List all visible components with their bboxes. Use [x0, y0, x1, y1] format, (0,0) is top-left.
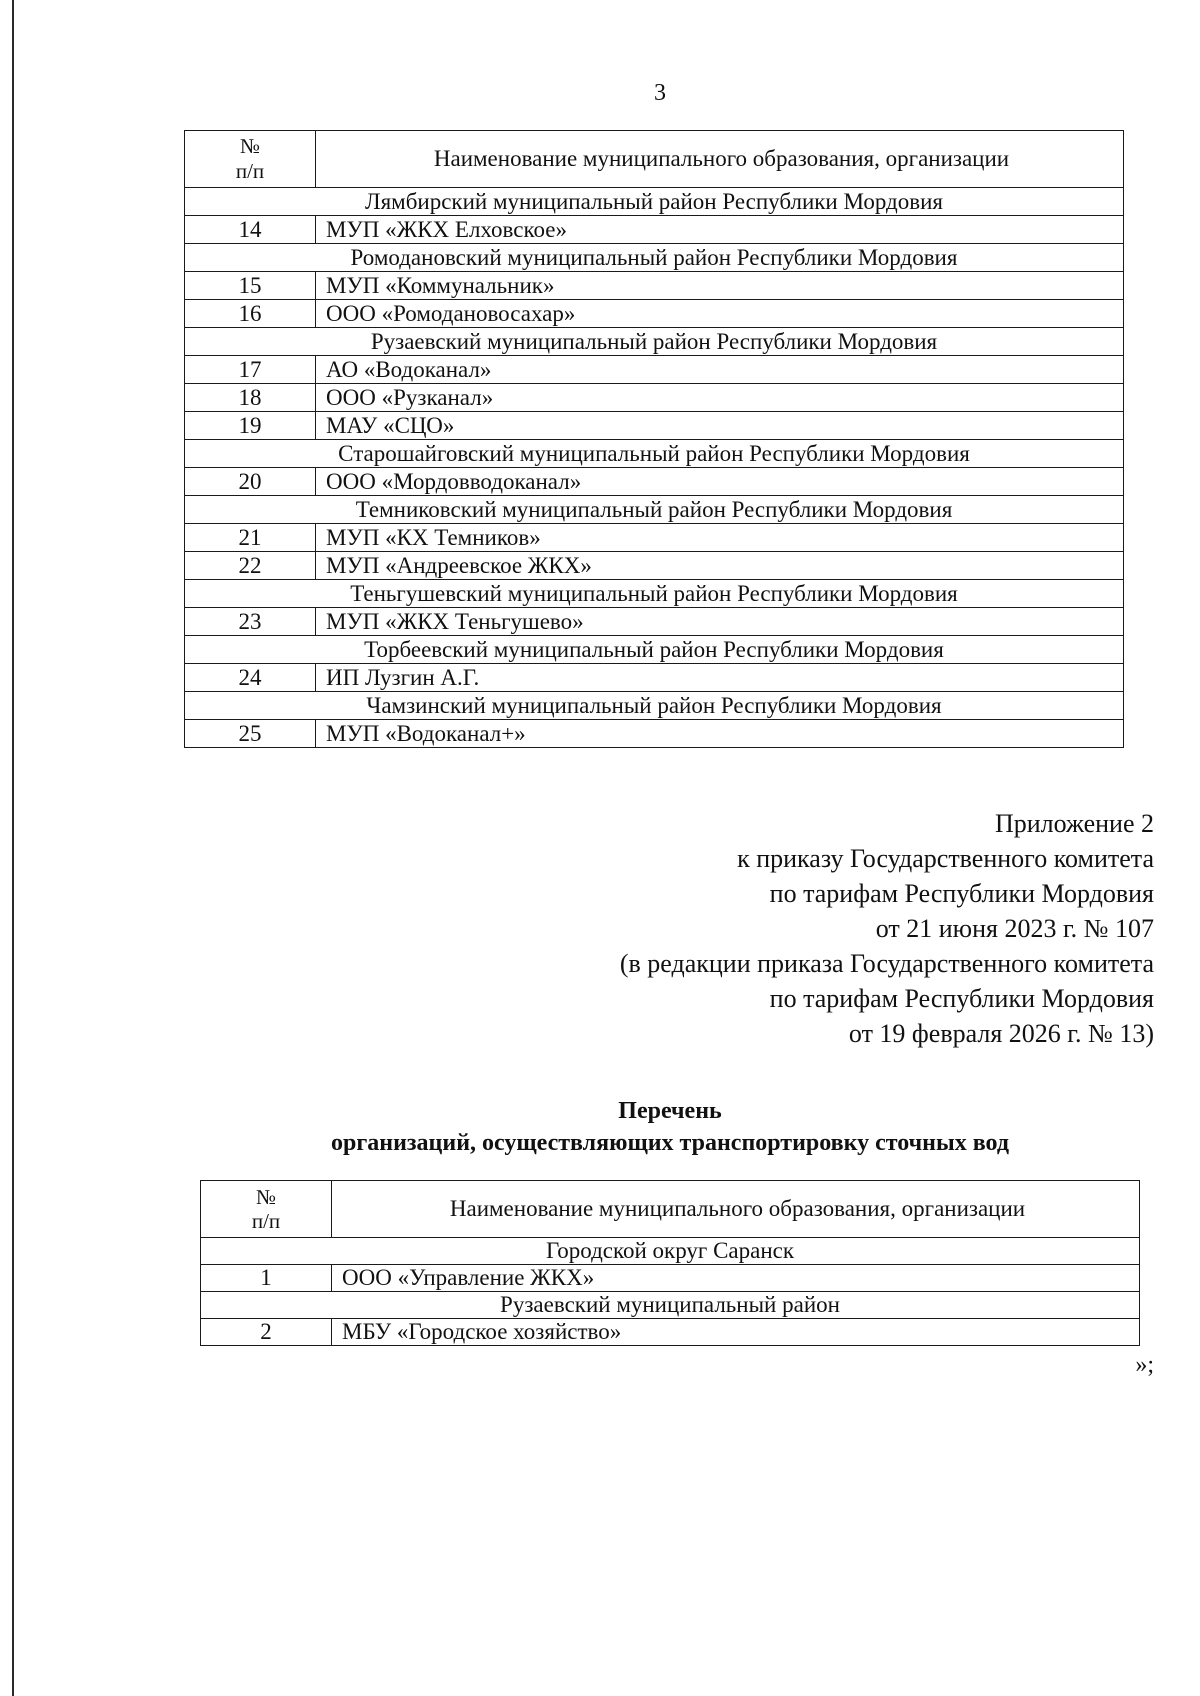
row-number-cell: 24 — [185, 664, 316, 692]
annex-line: по тарифам Республики Мордовия — [769, 879, 1154, 908]
organization-name-cell: МУП «Коммунальник» — [316, 272, 1124, 300]
row-number-cell: 2 — [201, 1319, 332, 1346]
organization-name-cell: МУП «Водоканал+» — [316, 720, 1124, 748]
group-cell: Старошайговский муниципальный район Республики Мордовия — [185, 440, 1124, 468]
organization-name-cell: АО «Водоканал» — [316, 356, 1124, 384]
group-cell: Рузаевский муниципальный район Республики Мордовия — [185, 328, 1124, 356]
group-cell: Темниковский муниципальный район Республики Мордовия — [185, 496, 1124, 524]
header-number-symbol: № — [255, 1185, 277, 1209]
group-row — [185, 636, 1124, 664]
group-cell: Лямбирский муниципальный район Республики Мордовия — [185, 188, 1124, 216]
organization-name-cell: МБУ «Городское хозяйство» — [332, 1319, 1140, 1346]
group-row — [185, 188, 1124, 216]
group-cell: Чамзинский муниципальный район Республики Мордовия — [185, 692, 1124, 720]
row-number-cell: 25 — [185, 720, 316, 748]
row-number-cell: 17 — [185, 356, 316, 384]
organizations-table-1 — [184, 130, 1124, 748]
row-number-cell: 18 — [185, 384, 316, 412]
row-number-cell: 20 — [185, 468, 316, 496]
table-row — [185, 664, 1124, 692]
group-row — [185, 328, 1124, 356]
row-number-cell: 16 — [185, 300, 316, 328]
annex-line: от 19 февраля 2026 г. № 13) — [848, 1019, 1154, 1048]
group-row — [185, 496, 1124, 524]
group-row — [201, 1292, 1140, 1319]
row-number-cell: 19 — [185, 412, 316, 440]
organization-name-cell: МАУ «СЦО» — [316, 412, 1124, 440]
table-row — [185, 468, 1124, 496]
organization-name-cell: МУП «ЖКХ Елховское» — [316, 216, 1124, 244]
row-number-cell: 1 — [201, 1265, 332, 1292]
group-cell: Ромодановский муниципальный район Республики Мордовия — [185, 244, 1124, 272]
group-row — [185, 692, 1124, 720]
header-number-symbol: № — [239, 134, 261, 158]
table-header-row — [201, 1181, 1140, 1238]
organization-name-cell: МУП «КХ Темников» — [316, 524, 1124, 552]
table-row — [201, 1319, 1140, 1346]
table-row — [185, 412, 1124, 440]
header-number-abbr: п/п — [235, 159, 265, 183]
header-number-cell — [201, 1181, 332, 1238]
organization-name-cell: ООО «Рузканал» — [316, 384, 1124, 412]
annex-line: к приказу Государственного комитета — [737, 844, 1154, 873]
table-row — [185, 608, 1124, 636]
closing-quote-mark: »; — [1135, 1352, 1154, 1378]
group-cell: Городской округ Саранск — [201, 1238, 1140, 1265]
organization-name-cell: ООО «Мордовводоканал» — [316, 468, 1124, 496]
page-number: 3 — [654, 80, 666, 106]
organization-name-cell: МУП «ЖКХ Теньгушево» — [316, 608, 1124, 636]
group-cell: Торбеевский муниципальный район Республики Мордовия — [185, 636, 1124, 664]
annex-block — [620, 806, 1154, 1051]
organization-name-cell: ООО «Управление ЖКХ» — [332, 1265, 1140, 1292]
table-header-row — [185, 131, 1124, 188]
header-name-cell: Наименование муниципального образования, организации — [316, 131, 1124, 188]
organization-name-cell: ИП Лузгин А.Г. — [316, 664, 1124, 692]
table-row — [185, 356, 1124, 384]
organizations-table-2 — [200, 1180, 1140, 1346]
annex-line: по тарифам Республики Мордовия — [769, 984, 1154, 1013]
table-row — [185, 720, 1124, 748]
row-number-cell: 22 — [185, 552, 316, 580]
group-cell: Теньгушевский муниципальный район Республики Мордовия — [185, 580, 1124, 608]
table-row — [185, 272, 1124, 300]
table-row — [185, 524, 1124, 552]
header-name-cell: Наименование муниципального образования, организации — [332, 1181, 1140, 1238]
row-number-cell: 14 — [185, 216, 316, 244]
row-number-cell: 21 — [185, 524, 316, 552]
table-row — [185, 552, 1124, 580]
list-subtitle: организаций, осуществляющих транспортировку сточных вод — [331, 1130, 1009, 1156]
group-row — [185, 440, 1124, 468]
table-row — [185, 384, 1124, 412]
organization-name-cell: ООО «Ромодановосахар» — [316, 300, 1124, 328]
table-row — [185, 216, 1124, 244]
group-row — [185, 244, 1124, 272]
row-number-cell: 15 — [185, 272, 316, 300]
scan-edge-line — [12, 0, 14, 1696]
header-number-cell — [185, 131, 316, 188]
list-title: Перечень — [618, 1098, 722, 1124]
table-row — [201, 1265, 1140, 1292]
group-row — [201, 1238, 1140, 1265]
annex-line: от 21 июня 2023 г. № 107 — [875, 914, 1154, 943]
organization-name-cell: МУП «Андреевское ЖКХ» — [316, 552, 1124, 580]
annex-line: (в редакции приказа Государственного комитета — [619, 949, 1154, 978]
group-cell: Рузаевский муниципальный район — [201, 1292, 1140, 1319]
row-number-cell: 23 — [185, 608, 316, 636]
header-number-abbr: п/п — [251, 1209, 281, 1233]
annex-line: Приложение 2 — [994, 809, 1154, 838]
group-row — [185, 580, 1124, 608]
table-row — [185, 300, 1124, 328]
